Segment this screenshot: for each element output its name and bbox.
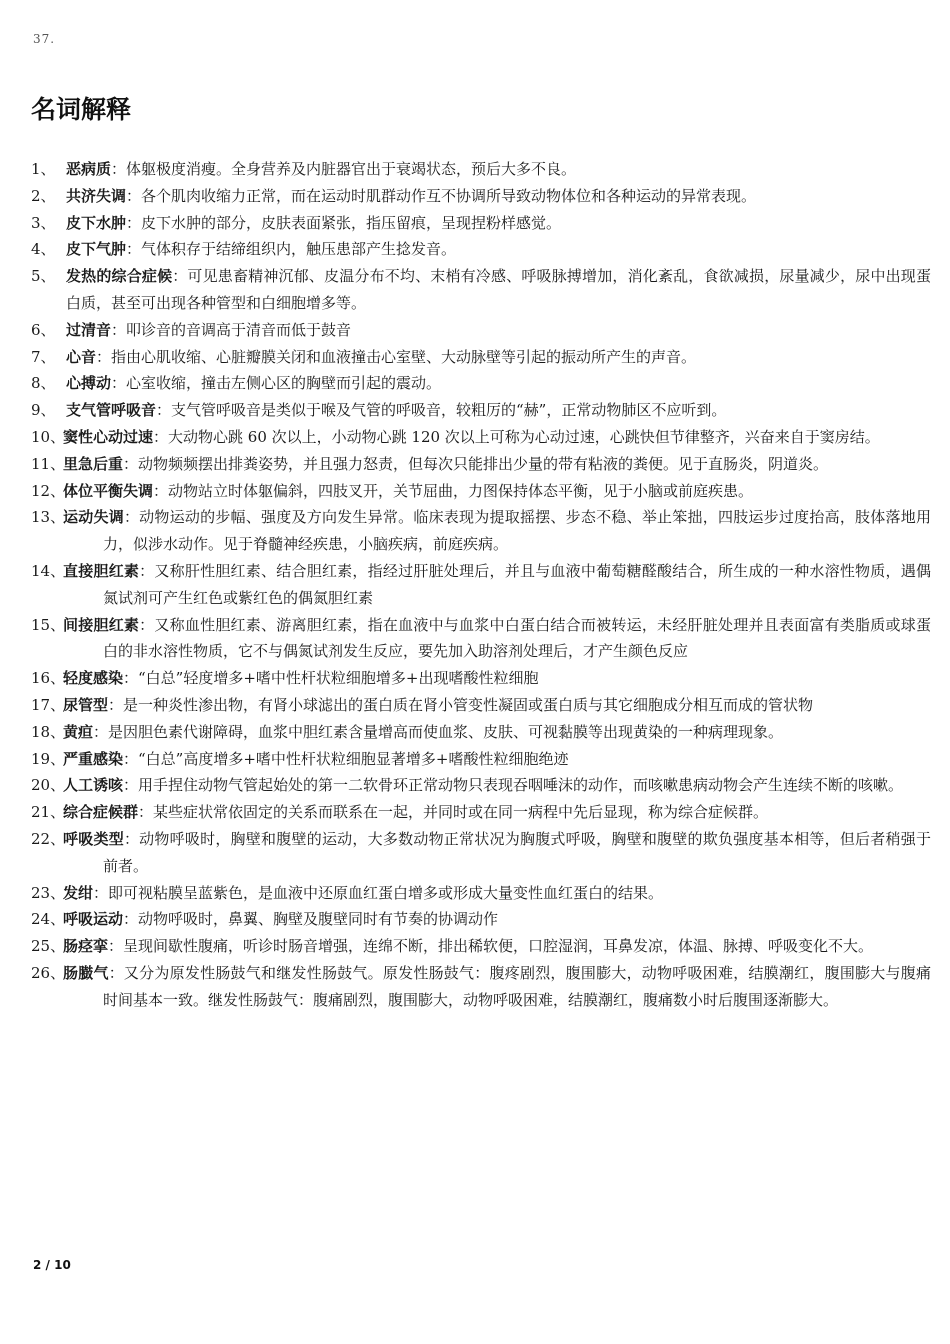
glossary-entry [31, 370, 931, 397]
entry-number: 1、 [31, 160, 56, 178]
glossary-entry [31, 692, 931, 719]
glossary-entry [31, 504, 931, 558]
glossary-entry [31, 156, 931, 183]
entry-definition: ：动物站立时体躯偏斜，四肢叉开，关节屈曲，力图保持体态平衡，见于小脑或前庭疾患。 [153, 481, 754, 500]
entry-number: 15、 [31, 615, 66, 634]
page-number: 2 / 10 [33, 1258, 71, 1272]
glossary-entry [31, 236, 931, 263]
glossary-entry [31, 719, 931, 746]
entry-definition: ：各个肌肉收缩力正常，而在运动时肌群动作互不协调所导致动物体位和各种运动的异常表现。 [126, 186, 757, 205]
entry-definition: ：动物运动的步幅、强度及方向发生异常。临床表现为提取摇摆、步态不稳、举止笨拙，四肢运步过度抬高，肢体落地用力，似涉水动作。见于脊髓神经疾患，小脑疾病，前庭疾病。 [103, 508, 931, 554]
entry-term: 发绀 [63, 883, 94, 902]
glossary-entry [31, 210, 931, 237]
entry-number: 24、 [31, 910, 66, 929]
entry-definition: ：即可视粘膜呈蓝紫色，是血液中还原血红蛋白增多或形成大量变性血红蛋白的结果。 [93, 883, 664, 902]
entry-definition: ：支气管呼吸音是类似于喉及气管的呼吸音，较粗厉的“赫”，正常动物肺区不应听到。 [156, 401, 727, 420]
entry-definition: ：动物呼吸时，胸壁和腹壁的运动，大多数动物正常状况为胸腹式呼吸，胸壁和腹壁的欺负强度基本相等，但后者稍强于前者。 [103, 829, 931, 875]
glossary-entry [31, 933, 931, 960]
entry-definition: ：大动物心跳 60 次以上，小动物心跳 120 次以上可称为心动过速，心跳快但节律整齐，兴奋来自于窦房结。 [153, 427, 880, 446]
entry-number: 20、 [31, 776, 66, 795]
entry-term: 里急后重 [63, 454, 124, 473]
glossary-entry [31, 665, 931, 692]
entry-term: 黄疸 [63, 722, 94, 741]
entry-definition: ：是因胆色素代谢障碍，血浆中胆红素含量增高而使血浆、皮肤、可视黏膜等出现黄染的一种病理现象。 [93, 722, 784, 741]
entry-number: 14、 [31, 561, 66, 580]
glossary-entry [31, 397, 931, 424]
glossary-entry [31, 772, 931, 799]
glossary-entry [31, 424, 931, 451]
entry-number: 19、 [31, 749, 66, 768]
entry-definition: ：叩诊音的音调高于清音而低于鼓音 [111, 320, 352, 339]
entry-number: 7、 [31, 347, 56, 366]
entry-term: 过清音 [66, 320, 112, 339]
entry-term: 轻度感染 [63, 669, 124, 688]
glossary-entry [31, 960, 931, 1014]
entry-number: 8、 [31, 374, 56, 393]
entry-term: 严重感染 [63, 749, 124, 768]
entry-number: 10、 [31, 427, 66, 446]
entry-definition: ：动物频频摆出排粪姿势，并且强力怒责，但每次只能排出少量的带有粘液的粪便。见于直肠炎，阴道炎。 [123, 454, 829, 473]
entry-term: 窦性心动过速 [63, 427, 154, 446]
entry-term: 间接胆红素 [63, 615, 140, 634]
entry-definition: ：又称肝性胆红素、结合胆红素，指经过肝脏处理后，并且与血液中葡萄糖醛酸结合，所生成的一种水溶性物质，遇偶氮试剂可产生红色或紫红色的偶氮胆红素 [103, 561, 931, 607]
entry-term: 共济失调 [66, 186, 127, 205]
entry-term: 人工诱咳 [63, 776, 124, 795]
entry-term: 发热的综合症候 [66, 267, 173, 286]
entry-definition: ：呈现间歇性腹痛，听诊时肠音增强，连绵不断，排出稀软便，口腔湿润，耳鼻发凉，体温、脉搏、呼吸变化不大。 [108, 937, 874, 956]
entry-number: 11、 [31, 454, 66, 473]
entry-term: 心音 [66, 347, 97, 366]
glossary-entry [31, 746, 931, 773]
glossary-entry [31, 183, 931, 210]
entry-number: 25、 [31, 937, 66, 956]
entry-term: 呼吸类型 [63, 829, 124, 848]
entry-definition: ：指由心肌收缩、心脏瓣膜关闭和血液撞击心室壁、大动脉壁等引起的振动所产生的声音。 [96, 347, 697, 366]
entry-number: 2、 [31, 186, 56, 205]
page-top-fragment: 37. [33, 32, 56, 46]
entry-term: 支气管呼吸音 [66, 401, 157, 420]
entry-definition: ：动物呼吸时，鼻翼、胸壁及腹壁同时有节奏的协调动作 [123, 910, 499, 929]
entry-number: 13、 [31, 508, 66, 527]
entry-number: 16、 [31, 669, 66, 688]
entry-term: 皮下气肿 [66, 240, 127, 259]
entry-term: 皮下水肿 [66, 213, 127, 232]
entry-number: 3、 [31, 213, 56, 232]
entry-definition: ：皮下水肿的部分，皮肤表面紧张，指压留痕，呈现捏粉样感觉。 [126, 213, 562, 232]
entry-definition: ：气体积存于结缔组织内，触压患部产生捻发音。 [126, 240, 457, 259]
glossary-entry [31, 799, 931, 826]
entry-term: 肠臌气 [63, 963, 109, 982]
entry-definition: ：心室收缩，撞击左侧心区的胸壁而引起的震动。 [111, 374, 442, 393]
entry-number: 23、 [31, 883, 66, 902]
entry-definition: ：可见患畜精神沉郁、皮温分布不均、末梢有冷感、呼吸脉搏增加，消化紊乱，食欲减损，尿量减少，尿中出现蛋白质，甚至可出现各种管型和白细胞增多等。 [66, 267, 931, 312]
entry-definition: ：用手捏住动物气管起始处的第一二软骨环正常动物只表现吞咽唾沫的动作，而咳嗽患病动物会产生连续不断的咳嗽。 [123, 776, 904, 795]
glossary-list [31, 156, 931, 1014]
entry-number: 22、 [31, 829, 66, 848]
entry-definition: ：体躯极度消瘦。全身营养及内脏器官出于衰竭状态，预后大多不良。 [111, 160, 577, 178]
entry-term: 运动失调 [63, 508, 124, 527]
section-title: 名词解释 [31, 95, 132, 124]
glossary-entry [31, 263, 931, 317]
entry-term: 心搏动 [66, 374, 112, 393]
glossary-entry [31, 478, 931, 505]
entry-number: 6、 [31, 320, 56, 339]
entry-term: 呼吸运动 [63, 910, 124, 929]
glossary-entry [31, 317, 931, 344]
entry-number: 5、 [31, 267, 56, 286]
entry-term: 体位平衡失调 [63, 481, 154, 500]
glossary-entry [31, 612, 931, 666]
entry-number: 4、 [31, 240, 56, 259]
glossary-entry [31, 906, 931, 933]
entry-number: 12、 [31, 481, 66, 500]
glossary-entry [31, 451, 931, 478]
glossary-entry [31, 880, 931, 907]
entry-term: 直接胆红素 [63, 561, 140, 580]
entry-number: 17、 [31, 695, 66, 714]
glossary-entry [31, 558, 931, 612]
glossary-entry [31, 826, 931, 880]
entry-definition: ：又分为原发性肠鼓气和继发性肠鼓气。原发性肠鼓气：腹疼剧烈，腹围膨大，动物呼吸困难，结膜潮红，腹围膨大与腹痛时间基本一致。继发性肠鼓气：腹痛剧烈，腹围膨大，动物呼吸困难，结膜潮红，腹痛数小时后腹围逐渐膨大。 [103, 963, 931, 1009]
entry-term: 尿管型 [63, 695, 109, 714]
entry-number: 9、 [31, 401, 56, 420]
glossary-entry [31, 344, 931, 371]
entry-definition: ：是一种炎性渗出物，有肾小球滤出的蛋白质在肾小管变性凝固或蛋白质与其它细胞成分相互而成的管状物 [108, 695, 814, 714]
entry-term: 恶病质 [66, 160, 112, 178]
entry-number: 18、 [31, 722, 66, 741]
entry-term: 综合症候群 [63, 803, 139, 822]
entry-definition: ：又称血性胆红素、游离胆红素，指在血液中与血浆中白蛋白结合而被转运，未经肝脏处理并且表面富有类脂质或球蛋白的非水溶性物质，它不与偶氮试剂发生反应，要先加入助溶剂处理后，才产生颜色反应 [103, 615, 931, 661]
entry-term: 肠痉挛 [63, 937, 109, 956]
entry-number: 26、 [31, 963, 66, 982]
entry-number: 21、 [31, 803, 66, 822]
entry-definition: ：“白总”轻度增多+嗜中性杆状粒细胞增多+出现嗜酸性粒细胞 [123, 669, 539, 688]
entry-definition: ：“白总”高度增多+嗜中性杆状粒细胞显著增多+嗜酸性粒细胞绝迹 [123, 749, 569, 768]
entry-definition: ：某些症状常依固定的关系而联系在一起，并同时或在同一病程中先后显现，称为综合症候群。 [138, 803, 769, 822]
